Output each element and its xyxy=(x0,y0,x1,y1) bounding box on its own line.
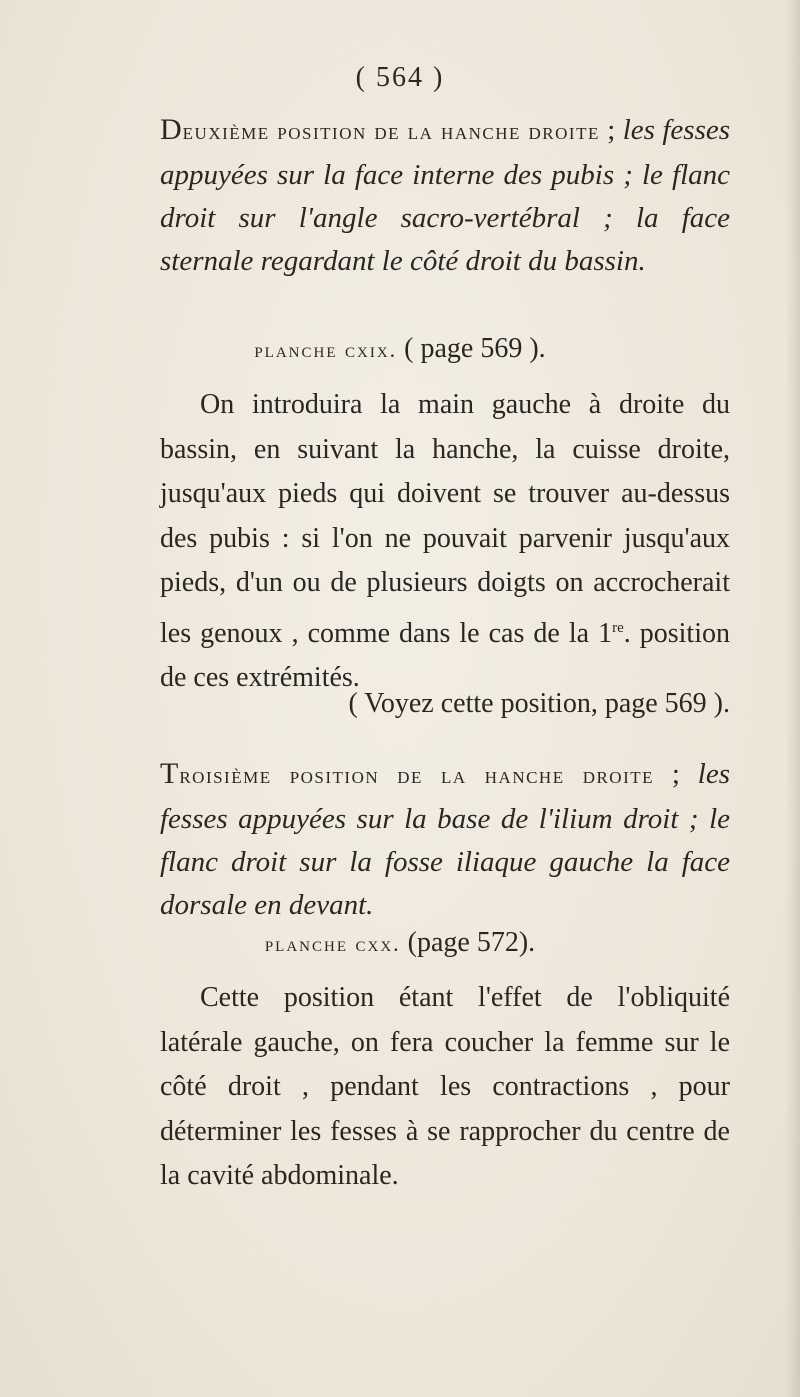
heading-caps: roisième position de la hanche droite xyxy=(179,763,655,789)
plate-page-ref: (page 572). xyxy=(407,927,536,958)
heading-caps: euxième position de la hanche droite xyxy=(182,119,600,145)
plate-label: planche cxix. xyxy=(254,337,398,362)
heading-initial: T xyxy=(160,757,180,790)
heading-italic: les fesses appuyées sur la face interne des pubis ; le flanc droit sur l'angle sacro-vertébral ; la face sternale regardant le côté droit du bassin. xyxy=(160,114,731,277)
plate-label: planche cxx. xyxy=(264,931,401,956)
see-position-reference: ( Voyez cette position, page 569 ). xyxy=(348,688,730,719)
section-heading-deuxieme-position xyxy=(160,108,730,283)
paragraph-text: Cette position étant l'effet de l'obliquité latérale gauche, on fera coucher la femme sur le côté droit , pendant les contractions , pour déterminer les fesses à se rapprocher du centre de la cavité abdominale. xyxy=(160,982,730,1191)
plate-reference-cxx xyxy=(0,927,800,959)
heading-initial: D xyxy=(160,113,183,146)
page-edge-shadow xyxy=(786,0,800,1397)
plate-page-ref: ( page 569 ). xyxy=(404,333,546,364)
page-number: ( 564 ) xyxy=(355,62,445,93)
paragraph-text-end: . position de ces extrémités. xyxy=(160,617,730,693)
paragraph-text: On introduira la main gauche à droite du bassin, en suivant la hanche, la cuisse droite, jusqu'aux pieds qui doivent se trouver au-dessus des pubis : si l'on ne pouvait parvenir jusqu'aux pieds, d'un ou de plusieurs doigts on accrocherait les genoux , comme dans le cas de la 1 xyxy=(160,389,730,649)
superscript-re: re xyxy=(612,619,624,636)
heading-separator: ; xyxy=(654,758,698,790)
paragraph-obliquite-laterale xyxy=(160,976,730,1199)
plate-reference-cxix xyxy=(0,333,800,365)
paragraph-introduction-main xyxy=(160,383,730,701)
section-heading-troisieme-position xyxy=(160,752,730,927)
heading-italic: les fesses appuyées sur la base de l'ilium droit ; le flanc droit sur la fosse iliaque gauche la face dorsale en devant. xyxy=(160,758,731,921)
heading-separator: ; xyxy=(599,114,623,146)
